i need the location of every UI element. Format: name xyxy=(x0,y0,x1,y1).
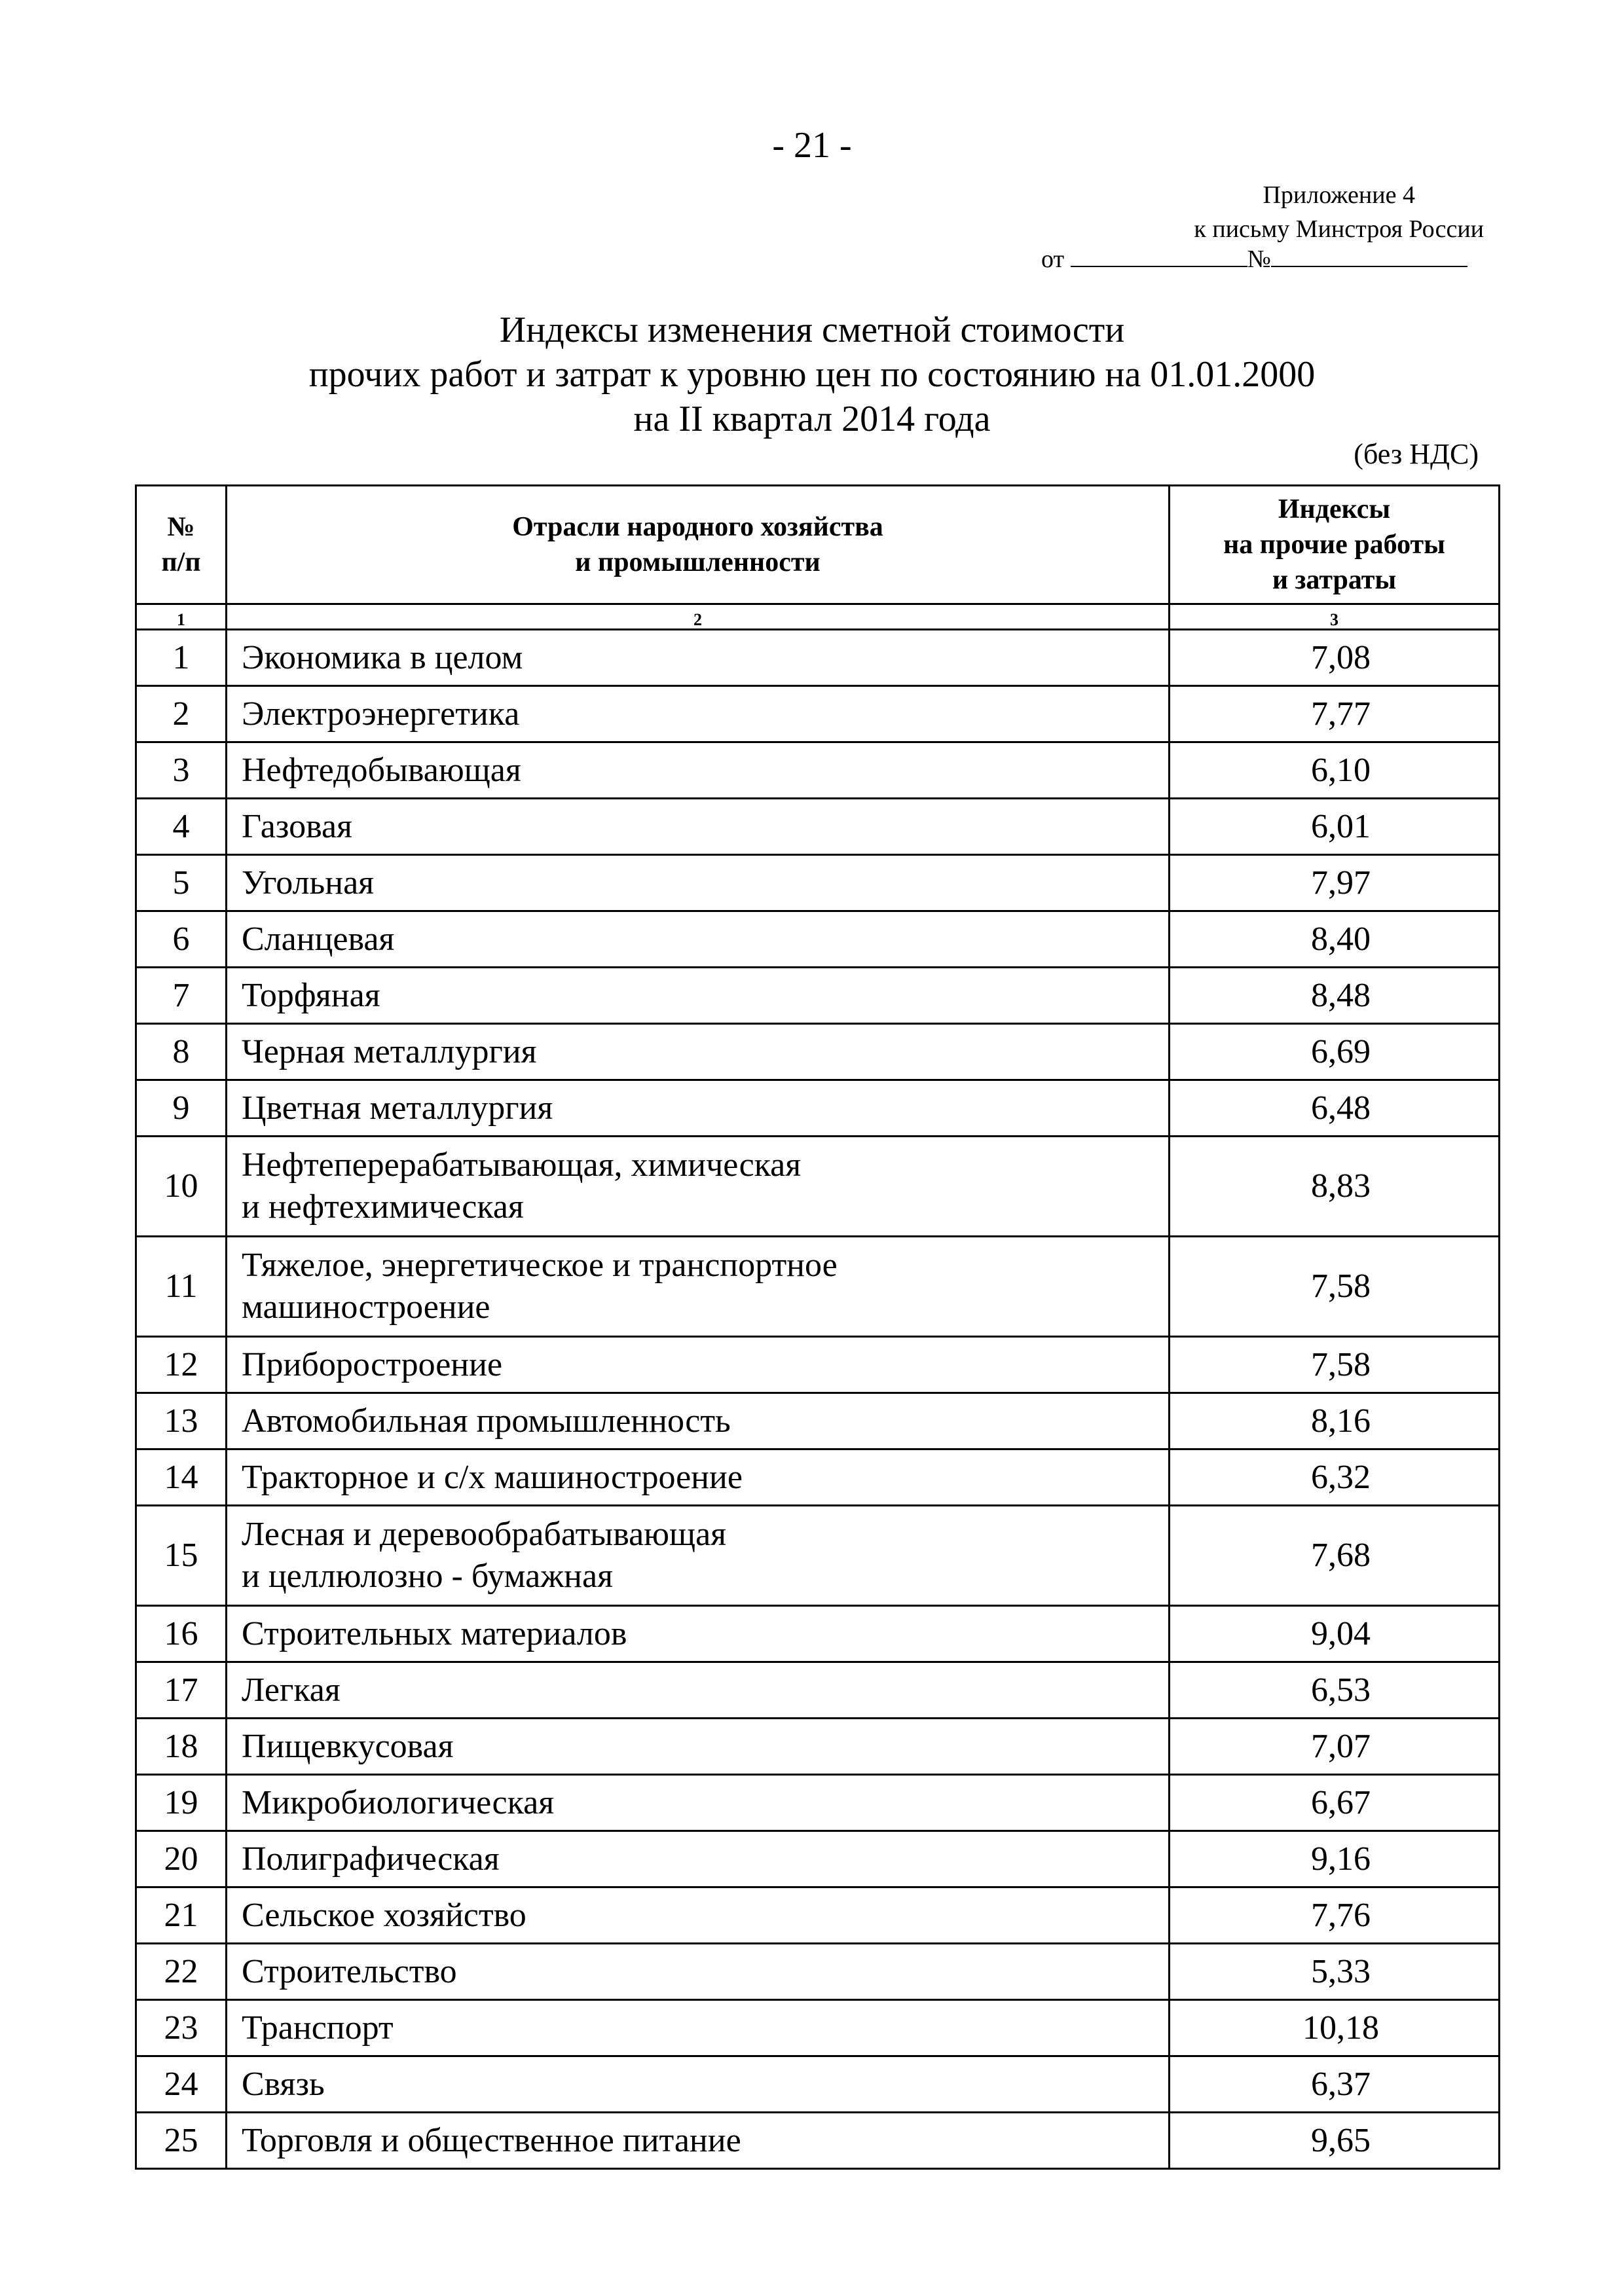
industry-name: Пищевкусовая xyxy=(227,1719,1170,1775)
table-row xyxy=(136,1024,1500,1080)
industry-name: Полиграфическая xyxy=(227,1831,1170,1887)
table-row xyxy=(136,1775,1500,1831)
industry-name: Нефтедобывающая xyxy=(227,742,1170,799)
index-value: 7,76 xyxy=(1170,1887,1500,1944)
vat-note: (без НДС) xyxy=(1354,438,1479,470)
table-header-row xyxy=(136,486,1500,604)
index-value: 7,97 xyxy=(1170,855,1500,911)
table-row xyxy=(136,1606,1500,1662)
index-value: 10,18 xyxy=(1170,2000,1500,2056)
title-line-2: прочих работ и затрат к уровню цен по состоянию на 01.01.2000 xyxy=(308,354,1316,395)
index-table xyxy=(135,484,1500,2170)
table-row xyxy=(136,1506,1500,1606)
index-value: 8,48 xyxy=(1170,968,1500,1024)
table-row xyxy=(136,1719,1500,1775)
table-row xyxy=(136,1393,1500,1449)
index-value: 6,67 xyxy=(1170,1775,1500,1831)
industry-name: Электроэнергетика xyxy=(227,686,1170,742)
table-row xyxy=(136,1662,1500,1719)
table-row xyxy=(136,1944,1500,2000)
table-row xyxy=(136,2056,1500,2113)
table-row xyxy=(136,630,1500,686)
index-value: 9,04 xyxy=(1170,1606,1500,1662)
row-number: 14 xyxy=(136,1449,227,1506)
table-row xyxy=(136,1237,1500,1337)
table-row xyxy=(136,855,1500,911)
index-value: 6,53 xyxy=(1170,1662,1500,1719)
row-number: 8 xyxy=(136,1024,227,1080)
row-number: 17 xyxy=(136,1662,227,1719)
title-line-3: на II квартал 2014 года xyxy=(633,399,991,439)
index-value: 7,08 xyxy=(1170,630,1500,686)
appendix-letter-reference: к письму Минстроя России xyxy=(1194,215,1484,243)
industry-name: Нефтеперерабатывающая, химическая и нефтехимическая xyxy=(227,1137,1170,1237)
row-number: 3 xyxy=(136,742,227,799)
appendix-header xyxy=(1194,178,1484,246)
row-number: 6 xyxy=(136,911,227,968)
industry-name: Сельское хозяйство xyxy=(227,1887,1170,1944)
index-value: 6,32 xyxy=(1170,1449,1500,1506)
column-number-row xyxy=(136,604,1500,630)
row-number: 16 xyxy=(136,1606,227,1662)
index-value: 6,01 xyxy=(1170,799,1500,855)
industry-name: Связь xyxy=(227,2056,1170,2113)
title-line-1: Индексы изменения сметной стоимости xyxy=(499,310,1125,350)
index-value: 8,83 xyxy=(1170,1137,1500,1237)
table-row xyxy=(136,911,1500,968)
table-row xyxy=(136,2113,1500,2169)
row-number: 22 xyxy=(136,1944,227,2000)
document-title xyxy=(0,308,1624,441)
row-number: 7 xyxy=(136,968,227,1024)
row-number: 18 xyxy=(136,1719,227,1775)
row-number: 21 xyxy=(136,1887,227,1944)
row-number: 1 xyxy=(136,630,227,686)
row-number: 13 xyxy=(136,1393,227,1449)
row-number: 11 xyxy=(136,1237,227,1337)
index-value: 9,16 xyxy=(1170,1831,1500,1887)
industry-name: Автомобильная промышленность xyxy=(227,1393,1170,1449)
table-row xyxy=(136,968,1500,1024)
index-value: 9,65 xyxy=(1170,2113,1500,2169)
row-number: 9 xyxy=(136,1080,227,1137)
table-row xyxy=(136,742,1500,799)
industry-name: Легкая xyxy=(227,1662,1170,1719)
row-number: 4 xyxy=(136,799,227,855)
industry-name: Экономика в целом xyxy=(227,630,1170,686)
row-number: 2 xyxy=(136,686,227,742)
index-value: 7,58 xyxy=(1170,1337,1500,1393)
row-number: 24 xyxy=(136,2056,227,2113)
number-label: № xyxy=(1247,246,1271,273)
row-number: 20 xyxy=(136,1831,227,1887)
index-value: 6,10 xyxy=(1170,742,1500,799)
industry-name: Лесная и деревообрабатывающая и целлюлозно - бумажная xyxy=(227,1506,1170,1606)
table-row xyxy=(136,686,1500,742)
row-number: 12 xyxy=(136,1337,227,1393)
industry-name: Строительство xyxy=(227,1944,1170,2000)
index-value: 8,40 xyxy=(1170,911,1500,968)
index-value: 7,77 xyxy=(1170,686,1500,742)
column-number: 1 xyxy=(136,604,227,630)
header-number: № п/п xyxy=(136,486,227,604)
industry-name: Торфяная xyxy=(227,968,1170,1024)
index-value: 8,16 xyxy=(1170,1393,1500,1449)
table-row xyxy=(136,1080,1500,1137)
industry-name: Сланцевая xyxy=(227,911,1170,968)
table-row xyxy=(136,1337,1500,1393)
date-blank xyxy=(1071,246,1247,267)
row-number: 5 xyxy=(136,855,227,911)
header-index: Индексы на прочие работы и затраты xyxy=(1170,486,1500,604)
table-row xyxy=(136,1449,1500,1506)
industry-name: Транспорт xyxy=(227,2000,1170,2056)
industry-name: Приборостроение xyxy=(227,1337,1170,1393)
index-value: 7,58 xyxy=(1170,1237,1500,1337)
appendix-title: Приложение 4 xyxy=(1263,181,1415,209)
table-row xyxy=(136,2000,1500,2056)
table-row xyxy=(136,799,1500,855)
page-number: - 21 - xyxy=(772,125,852,166)
row-number: 10 xyxy=(136,1137,227,1237)
appendix-date-number-line xyxy=(1041,245,1467,274)
index-value: 5,33 xyxy=(1170,1944,1500,2000)
index-value: 6,69 xyxy=(1170,1024,1500,1080)
industry-name: Тяжелое, энергетическое и транспортное машиностроение xyxy=(227,1237,1170,1337)
industry-name: Микробиологическая xyxy=(227,1775,1170,1831)
row-number: 15 xyxy=(136,1506,227,1606)
index-value: 7,07 xyxy=(1170,1719,1500,1775)
index-value: 6,48 xyxy=(1170,1080,1500,1137)
number-blank xyxy=(1271,246,1467,267)
table-row xyxy=(136,1887,1500,1944)
header-industry: Отрасли народного хозяйства и промышленности xyxy=(227,486,1170,604)
index-value: 6,37 xyxy=(1170,2056,1500,2113)
column-number: 2 xyxy=(227,604,1170,630)
row-number: 25 xyxy=(136,2113,227,2169)
industry-name: Тракторное и с/х машиностроение xyxy=(227,1449,1170,1506)
column-number: 3 xyxy=(1170,604,1500,630)
industry-name: Строительных материалов xyxy=(227,1606,1170,1662)
industry-name: Черная металлургия xyxy=(227,1024,1170,1080)
table-row xyxy=(136,1137,1500,1237)
industry-name: Торговля и общественное питание xyxy=(227,2113,1170,2169)
table-body xyxy=(136,630,1500,2169)
industry-name: Газовая xyxy=(227,799,1170,855)
index-value: 7,68 xyxy=(1170,1506,1500,1606)
from-label: от xyxy=(1041,246,1065,273)
industry-name: Угольная xyxy=(227,855,1170,911)
table-row xyxy=(136,1831,1500,1887)
row-number: 19 xyxy=(136,1775,227,1831)
industry-name: Цветная металлургия xyxy=(227,1080,1170,1137)
row-number: 23 xyxy=(136,2000,227,2056)
